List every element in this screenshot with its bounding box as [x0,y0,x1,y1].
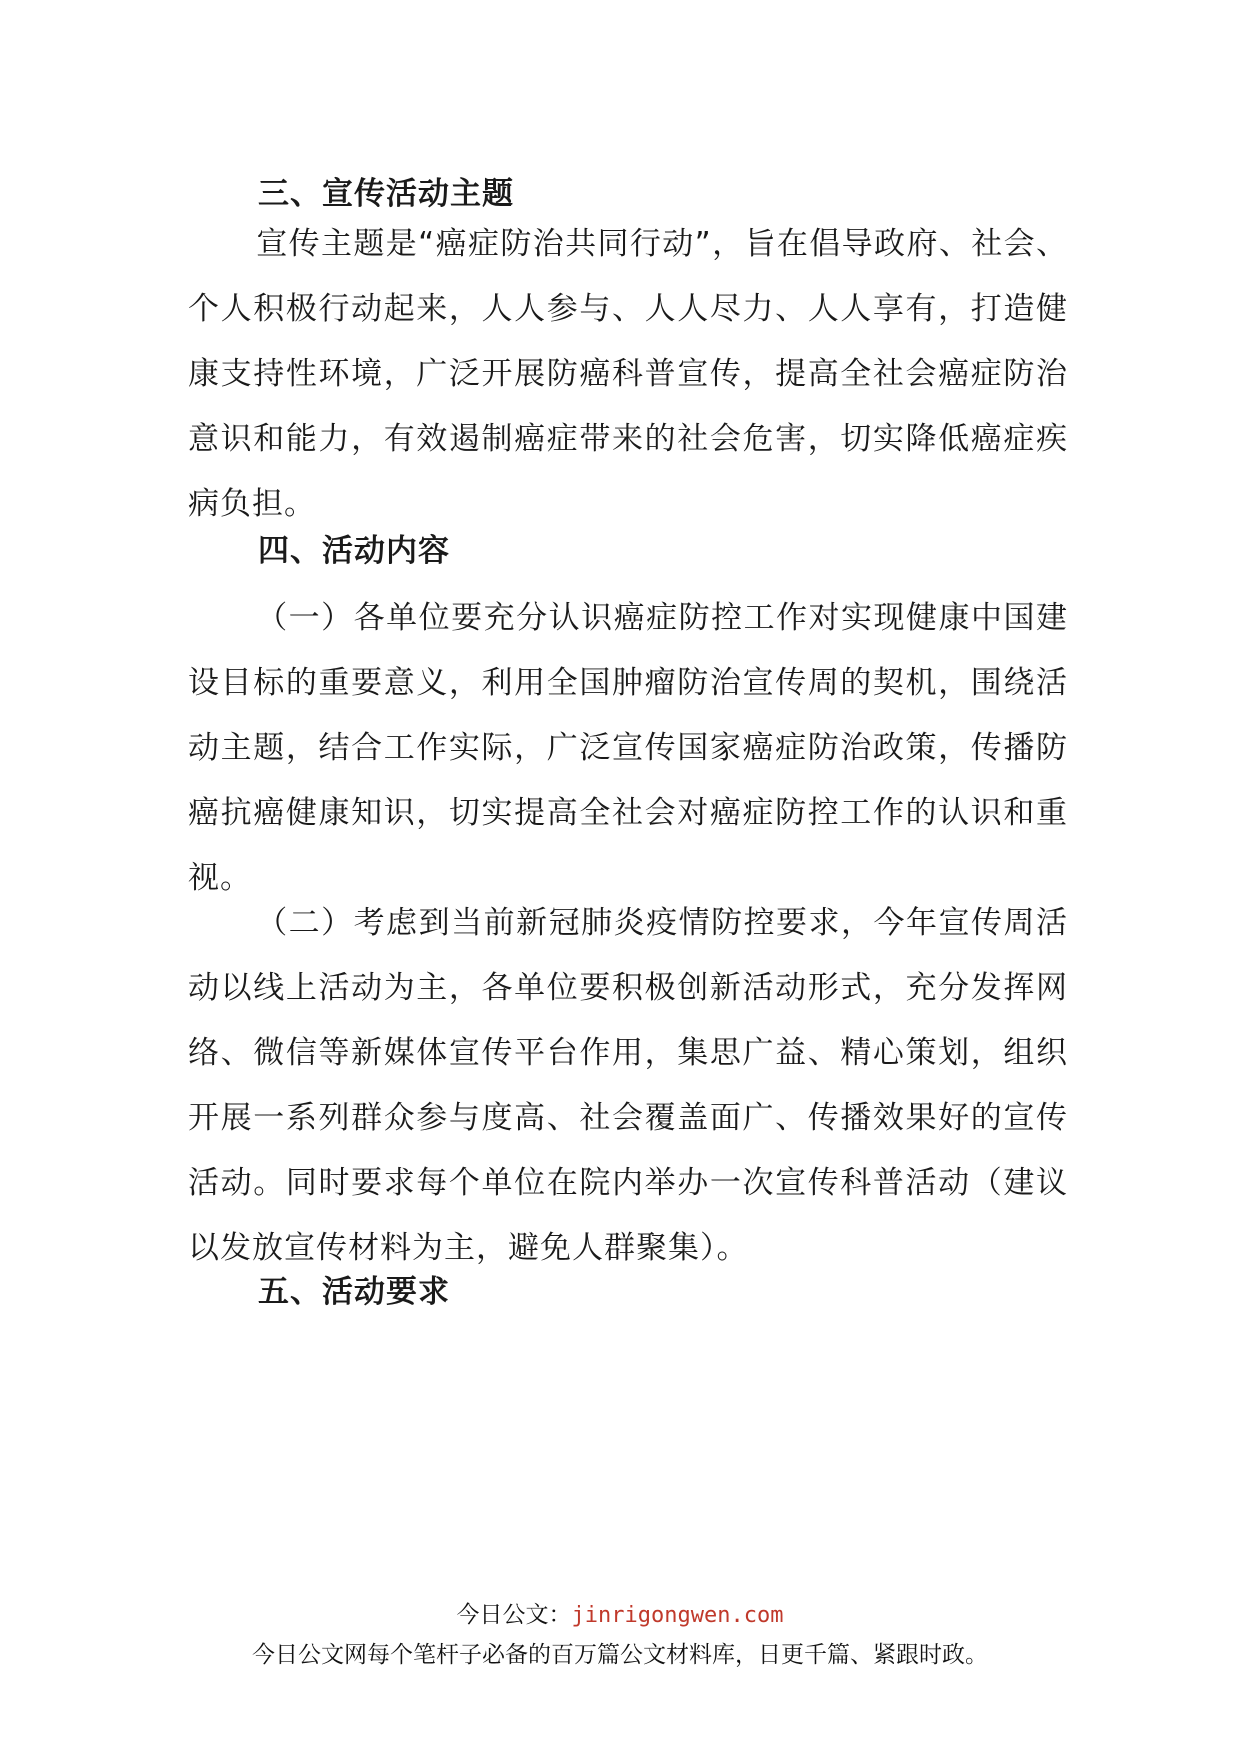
section-heading-theme: 三、宣传活动主题 [258,176,514,212]
footer-slogan: 今日公文网每个笔杆子必备的百万篇公文材料库，日更千篇、紧跟时政。 [252,1642,988,1668]
paragraph-content-2: （二）考虑到当前新冠肺炎疫情防控要求，今年宣传周活动以线上活动为主，各单位要积极创新活动形式，充分发挥网络、微信等新媒体宣传平台作用，集思广益、精心策划，组织开展一系列群众参与度高、社会覆盖面广、传播效果好的宣传活动。同时要求每个单位在院内举办一次宣传科普活动（建议以发放宣传材料为主，避免人群聚集）。 [188,905,1068,1266]
footer-site-url[interactable]: jinrigongwen.com [571,1603,784,1628]
section-heading-requirements: 五、活动要求 [258,1274,450,1310]
footer-site-label: 今日公文： [456,1602,572,1628]
paragraph-content-1: （一）各单位要充分认识癌症防控工作对实现健康中国建设目标的重要意义，利用全国肿瘤防治宣传周的契机，围绕活动主题，结合工作实际，广泛宣传国家癌症防治政策，传播防癌抗癌健康知识，切实提高全社会对癌症防控工作的认识和重视。 [188,600,1068,896]
paragraph-theme: 宣传主题是“癌症防治共同行动”，旨在倡导政府、社会、个人积极行动起来，人人参与、人人尽力、人人享有，打造健康支持性环境，广泛开展防癌科普宣传，提高全社会癌症防治意识和能力，有效遏制癌症带来的社会危害，切实降低癌症疾病负担。 [188,226,1068,522]
footer-site-line [0,1596,1240,1629]
section-heading-content: 四、活动内容 [258,533,450,569]
